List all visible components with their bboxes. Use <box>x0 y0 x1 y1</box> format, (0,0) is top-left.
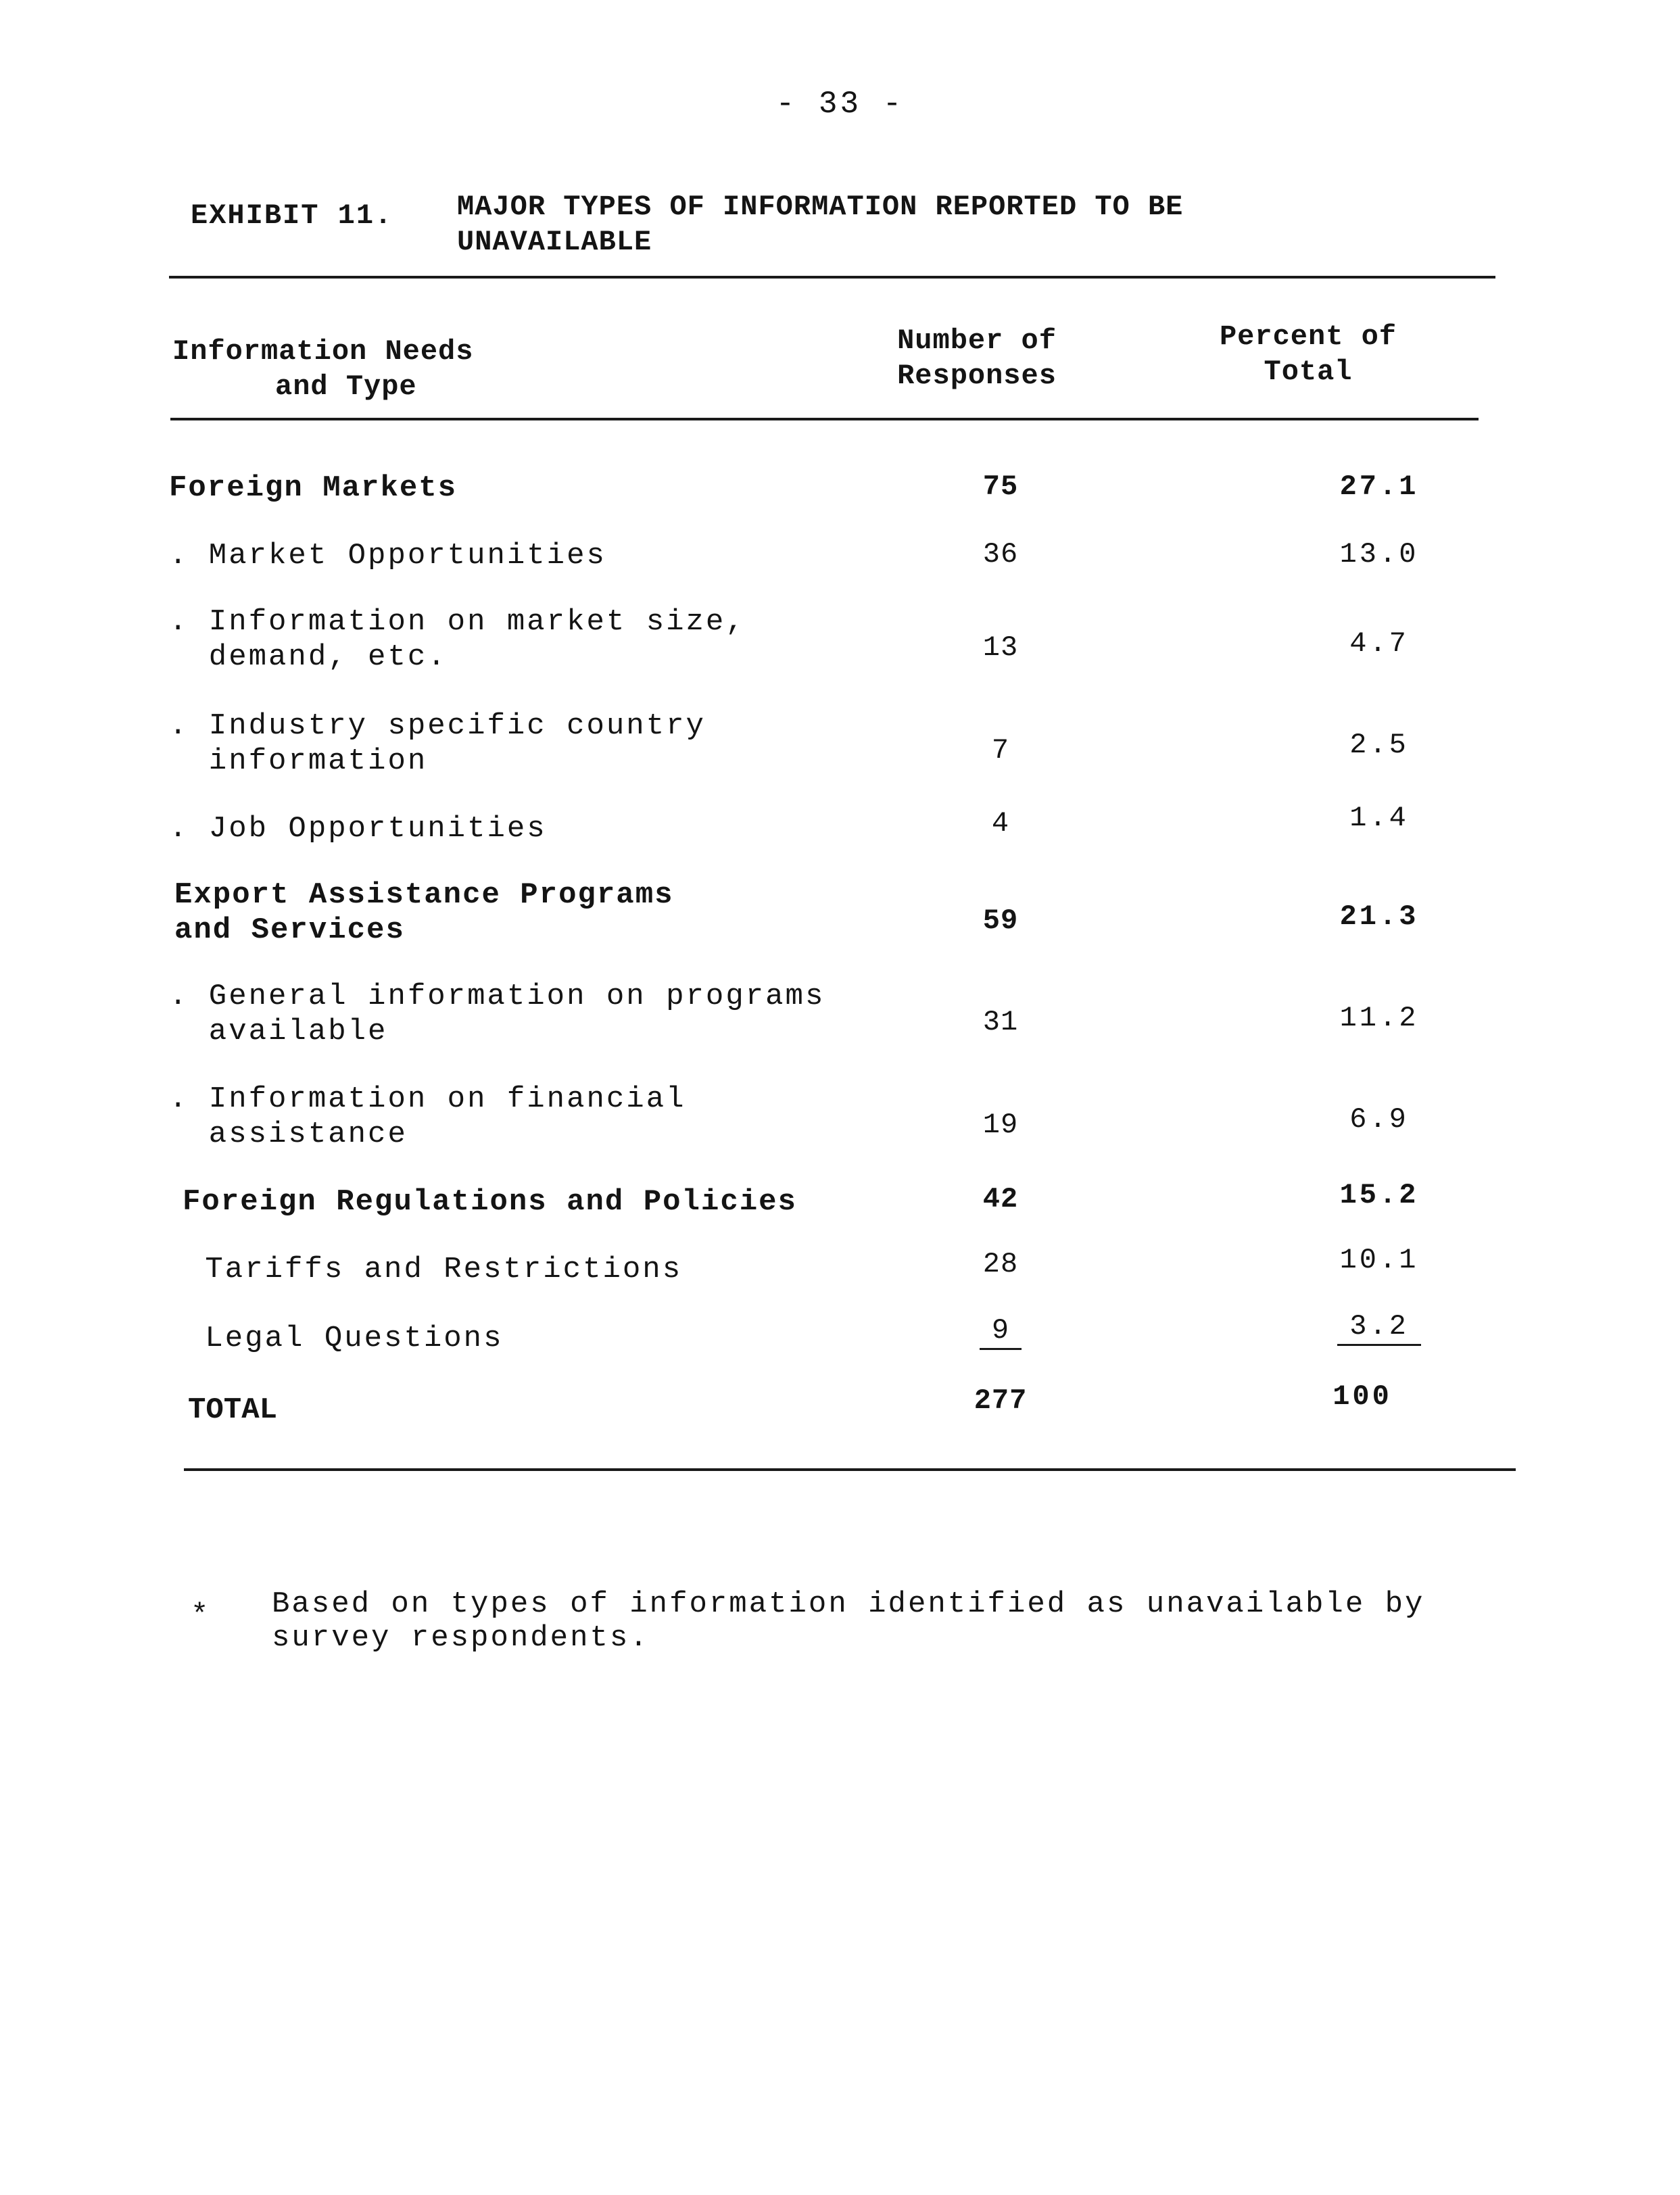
row-responses: 7 <box>991 734 1010 767</box>
row-percent: 100 <box>1333 1380 1392 1413</box>
row-label: . Job Opportunities <box>169 812 547 846</box>
row-responses: 36 <box>982 538 1019 571</box>
row-label: . Information on financial assistance <box>169 1082 686 1151</box>
table-bottom-rule <box>184 1468 1516 1471</box>
column-header-percent-line-2: Total <box>1264 356 1353 388</box>
row-percent: 21.3 <box>1339 900 1419 933</box>
row-percent: 13.0 <box>1339 538 1419 571</box>
row-responses: 59 <box>982 904 1019 937</box>
row-percent: 10.1 <box>1339 1244 1419 1276</box>
footnote-text: Based on types of information identified as unavailable by survey respondents. <box>272 1587 1425 1655</box>
column-header-number-line-2: Responses <box>897 360 1057 392</box>
row-label: . General information on programs available <box>169 980 825 1048</box>
row-label: Legal Questions <box>185 1322 504 1355</box>
row-label: Foreign Regulations and Policies <box>183 1185 797 1219</box>
column-header-percent-line-1: Percent of <box>1219 320 1397 353</box>
row-label: . Industry specific country information <box>169 709 706 778</box>
page-number: - 33 - <box>775 87 905 122</box>
row-responses <box>933 1314 1068 1347</box>
row-label: Tariffs and Restrictions <box>185 1253 683 1286</box>
row-responses: 4 <box>991 807 1010 840</box>
row-percent: 2.5 <box>1349 729 1409 761</box>
row-responses: 13 <box>982 631 1019 664</box>
row-label: . Market Opportunities <box>169 539 606 573</box>
column-header-percent-of-total <box>1197 319 1420 389</box>
row-responses: 75 <box>982 471 1019 503</box>
row-percent <box>1278 1310 1481 1343</box>
row-label: Foreign Markets <box>169 471 458 505</box>
column-header-information-needs-line-1: Information Needs <box>172 335 474 368</box>
exhibit-title <box>457 189 1336 260</box>
column-header-number-line-1: Number of <box>897 324 1057 357</box>
exhibit-title-line-1: MAJOR TYPES OF INFORMATION REPORTED TO BE <box>457 191 1184 223</box>
row-percent: 15.2 <box>1339 1179 1419 1211</box>
row-percent: 1.4 <box>1349 802 1409 834</box>
row-label: TOTAL <box>188 1393 278 1427</box>
header-bottom-rule <box>170 418 1479 420</box>
row-responses: 19 <box>982 1109 1019 1141</box>
row-percent-underlined: 3.2 <box>1337 1310 1421 1346</box>
row-responses: 277 <box>974 1384 1028 1417</box>
row-responses: 31 <box>982 1006 1019 1038</box>
row-responses-underlined: 9 <box>980 1314 1022 1350</box>
row-responses: 28 <box>982 1248 1019 1280</box>
exhibit-label: EXHIBIT 11. <box>191 199 393 232</box>
table-top-rule <box>169 276 1495 279</box>
row-percent: 27.1 <box>1339 471 1419 503</box>
row-label: Export Assistance Programs and Services <box>174 878 674 947</box>
row-label: . Information on market size, demand, etc. <box>169 605 746 674</box>
row-percent: 6.9 <box>1349 1103 1409 1136</box>
row-responses: 42 <box>982 1183 1019 1215</box>
column-header-information-needs <box>172 334 473 404</box>
footnote-marker: * <box>191 1599 209 1633</box>
column-header-information-needs-line-2: and Type <box>275 370 417 403</box>
row-percent: 4.7 <box>1349 627 1409 660</box>
column-header-number-of-responses <box>872 323 1082 393</box>
exhibit-title-line-2: UNAVAILABLE <box>457 226 652 258</box>
row-percent: 11.2 <box>1339 1002 1419 1034</box>
